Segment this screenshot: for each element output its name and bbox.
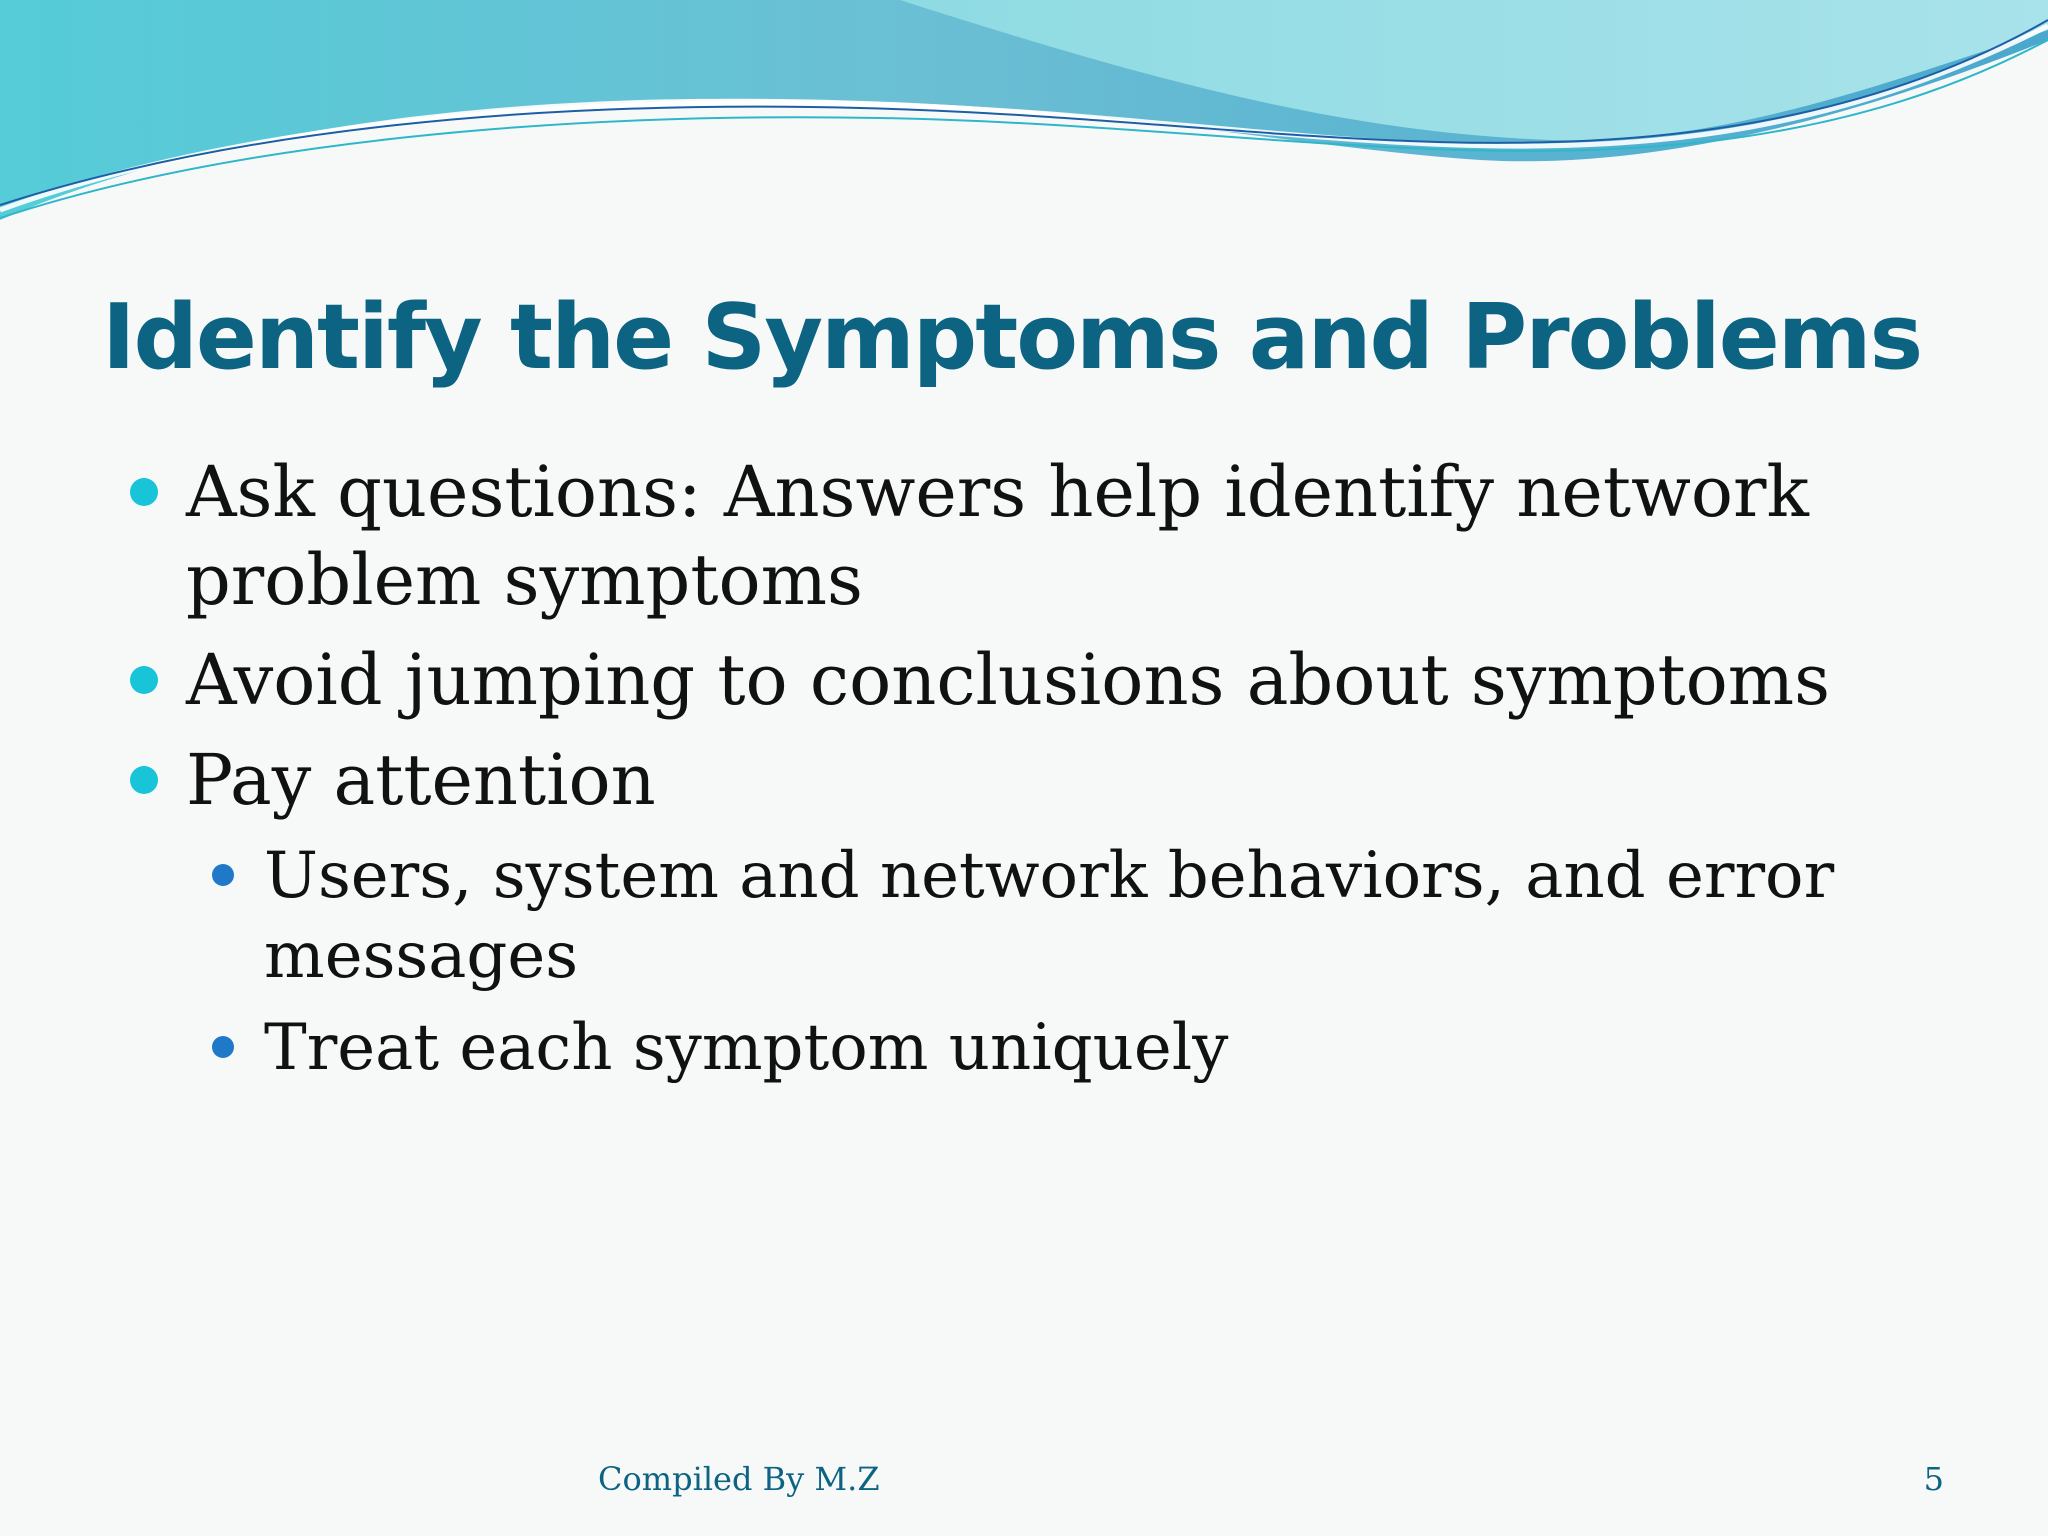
bullet-dot-icon [130, 478, 158, 506]
wave-header-graphic [0, 0, 2048, 240]
bullet-text: Avoid jumping to conclusions about symptoms [186, 639, 1831, 721]
footer-text: Compiled By M.Z [598, 1460, 880, 1498]
bullet-dot-icon [130, 666, 158, 694]
bullet-item [130, 448, 1890, 624]
slide-title: Identify the Symptoms and Problems [102, 285, 1922, 390]
bullet-item [130, 736, 1890, 824]
sub-bullet-dot-icon [212, 864, 234, 886]
sub-bullet-text: Treat each symptom uniquely [264, 1011, 1229, 1085]
sub-bullet-item [212, 836, 1890, 996]
bullet-text: Pay attention [186, 739, 656, 821]
bullet-dot-icon [130, 766, 158, 794]
bullet-item [130, 636, 1890, 724]
sub-bullet-dot-icon [212, 1036, 234, 1058]
page-number: 5 [1923, 1460, 1944, 1498]
sub-bullet-item [212, 1008, 1890, 1088]
sub-bullet-text: Users, system and network behaviors, and error messages [264, 839, 1835, 993]
bullet-text: Ask questions: Answers help identify network problem symptoms [186, 451, 1809, 621]
bullet-list [130, 448, 1890, 1100]
